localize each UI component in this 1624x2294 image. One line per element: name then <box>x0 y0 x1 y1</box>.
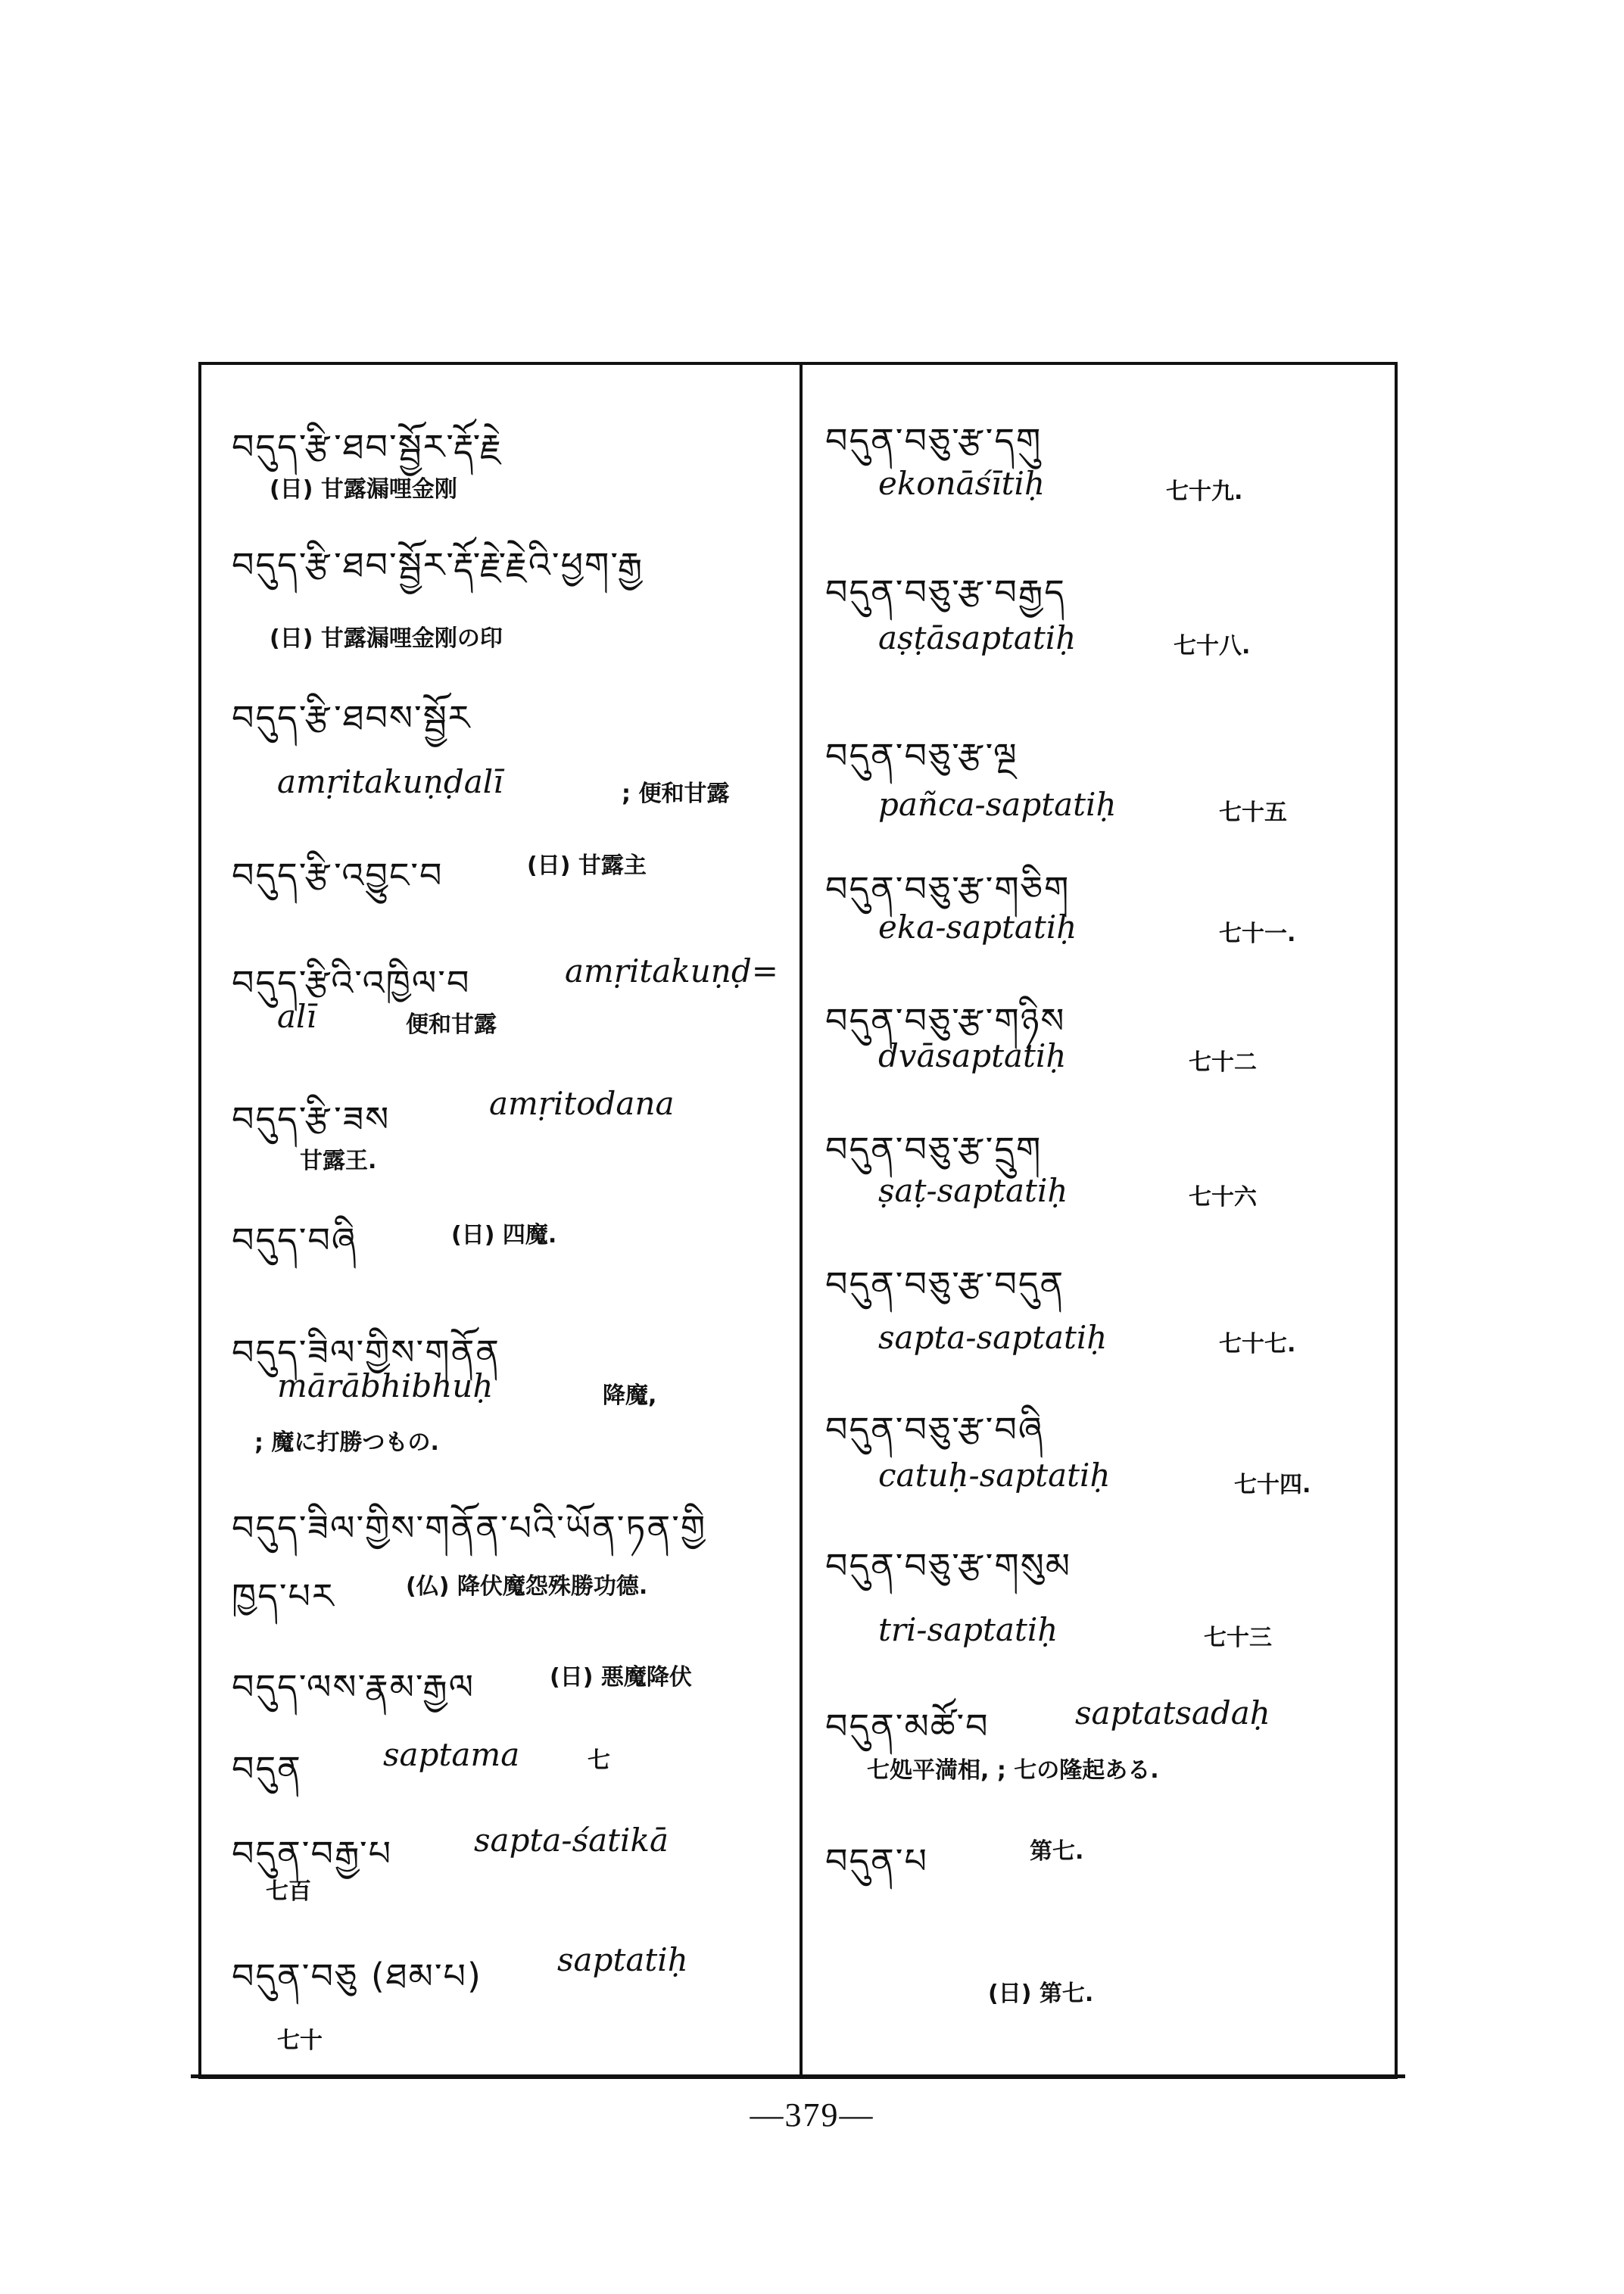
japanese-gloss: 七十四. <box>1234 1472 1311 1498</box>
tibetan-term: བདུད་རྩི་འབྱུང་བ <box>232 855 444 896</box>
romanized-term: ṣaṭ-saptatiḥ <box>878 1172 1068 1209</box>
romanized-term: amṛitodana <box>489 1085 675 1122</box>
tibetan-term: བདུན་མཚོ་བ <box>825 1706 990 1747</box>
tibetan-term: བདུད་བཞི <box>232 1220 358 1261</box>
japanese-gloss: 七処平満相, ; 七の隆起ある. <box>867 1757 1159 1784</box>
japanese-gloss: (日) 甘露主 <box>527 852 647 879</box>
romanized-term: saptama <box>383 1736 520 1773</box>
romanized-continuation: alī <box>277 998 316 1035</box>
tibetan-term: བདུན་བཅུ་རྩ་གཉིས <box>825 1000 1066 1041</box>
romanized-term: ekonāśītiḥ <box>878 465 1046 502</box>
japanese-gloss: ; 便和甘露 <box>622 781 730 807</box>
tibetan-term: བདུན་བཅུ་རྩ་དགུ <box>825 420 1043 461</box>
romanized-term: amṛitakuṇḍ= <box>565 952 778 990</box>
japanese-gloss: 七十八. <box>1174 633 1251 659</box>
japanese-gloss: 七百 <box>266 1878 311 1905</box>
romanized-term: dvāsaptatiḥ <box>878 1037 1067 1074</box>
tibetan-term: བདུན་བཅུ་རྩ་བརྒྱད <box>825 572 1066 612</box>
tibetan-term: བདུད་ལས་རྣམ་རྒྱལ <box>232 1666 475 1707</box>
japanese-gloss: (仏) 降伏魔怨殊勝功德. <box>406 1573 648 1600</box>
tibetan-term: བདུན་བཅུ་རྩ་གཅིག <box>825 868 1071 909</box>
japanese-gloss: 降魔, <box>603 1382 657 1409</box>
tibetan-term: བདུན་བཅུ་རྩ་བཞི <box>825 1409 1045 1450</box>
japanese-gloss: (日) 四魔. <box>451 1222 557 1248</box>
romanized-term: sapta-śatikā <box>474 1822 669 1859</box>
tibetan-term: བདུན་བཅུ་རྩ་བདུན <box>825 1264 1065 1304</box>
bottom-rule <box>191 2074 1405 2078</box>
romanized-term: aṣṭāsaptatiḥ <box>878 619 1077 656</box>
romanized-term: tri-saptatiḥ <box>878 1611 1058 1648</box>
japanese-gloss: 七 <box>588 1747 610 1774</box>
page-number: —379— <box>750 2096 874 2133</box>
romanized-term: pañca-saptatiḥ <box>878 786 1117 823</box>
japanese-gloss: (日) 悪魔降伏 <box>550 1664 692 1691</box>
japanese-gloss: 第七. <box>1030 1838 1084 1865</box>
japanese-gloss: 七十七. <box>1219 1331 1296 1357</box>
tibetan-term: བདུད་རྩི་ཐབ་སྦྱོར་རྡོ་རྗེ <box>232 426 503 467</box>
tibetan-term: བདུན <box>232 1748 302 1789</box>
tibetan-term: བདུད་ཟིལ་གྱིས་གནོན་པའི་ཡོན་ཏན་གྱི <box>232 1507 707 1548</box>
romanized-term: saptatsadaḥ <box>1075 1694 1270 1731</box>
tibetan-term: བདུན་བཅུ་རྩ་དྲུག <box>825 1129 1043 1170</box>
japanese-gloss: 七十 <box>277 2028 323 2054</box>
tibetan-term: བདུན་བཅུ་རྩ་གསུམ <box>825 1545 1072 1586</box>
japanese-gloss: (日) 甘露漏哩金刚 <box>270 476 457 503</box>
japanese-gloss: (日) 第七. <box>988 1981 1094 2007</box>
japanese-gloss: 七十二 <box>1189 1049 1257 1076</box>
japanese-gloss-note: ; 魔に打勝つもの. <box>254 1429 439 1456</box>
japanese-gloss: 甘露王. <box>300 1148 377 1174</box>
tibetan-term: བདུད་རྩིའི་འཁྱིལ་བ <box>232 962 471 1003</box>
japanese-gloss: 七十一. <box>1219 921 1296 947</box>
japanese-gloss: 七十三 <box>1204 1625 1272 1651</box>
tibetan-term: བདུད་རྩི་ཐབས་སྦྱོར <box>232 697 472 738</box>
romanized-term: saptatiḥ <box>557 1941 688 1978</box>
tibetan-term: བདུན་བཅུ (ཐམ་པ) <box>232 1956 482 1996</box>
tibetan-term: བདུད་རྩི་ཐབ་སྦྱོར་རྡོ་རྗེ་རྗེའི་ཕྱག་རྒྱ <box>232 544 644 585</box>
japanese-gloss: 七十六 <box>1189 1184 1257 1211</box>
tibetan-term-continuation: ཁྱད་པར <box>232 1576 335 1616</box>
japanese-gloss: 七十五 <box>1219 799 1287 826</box>
japanese-gloss: 七十九. <box>1166 478 1243 505</box>
romanized-term: catuḥ-saptatiḥ <box>878 1457 1111 1494</box>
tibetan-term: བདུད་ཟིལ་གྱིས་གནོན <box>232 1332 500 1373</box>
left-column <box>201 362 800 2074</box>
romanized-term: eka-saptatiḥ <box>878 909 1077 946</box>
tibetan-term: བདུན་བཅུ་རྩ་ལྔ <box>825 735 1018 776</box>
tibetan-term: བདུན་པ <box>825 1840 928 1881</box>
tibetan-term: བདུན་བརྒྱ་པ <box>232 1833 393 1874</box>
japanese-gloss: (日) 甘露漏哩金刚の印 <box>270 625 503 652</box>
romanized-term: mārābhibhuḥ <box>277 1367 494 1404</box>
tibetan-term: བདུད་རྩི་ཟས <box>232 1099 391 1139</box>
japanese-gloss: 便和甘露 <box>406 1011 497 1038</box>
romanized-term: sapta-saptatiḥ <box>878 1319 1108 1356</box>
romanized-term: amṛitakuṇḍalī <box>277 763 503 800</box>
right-column <box>803 362 1395 2074</box>
